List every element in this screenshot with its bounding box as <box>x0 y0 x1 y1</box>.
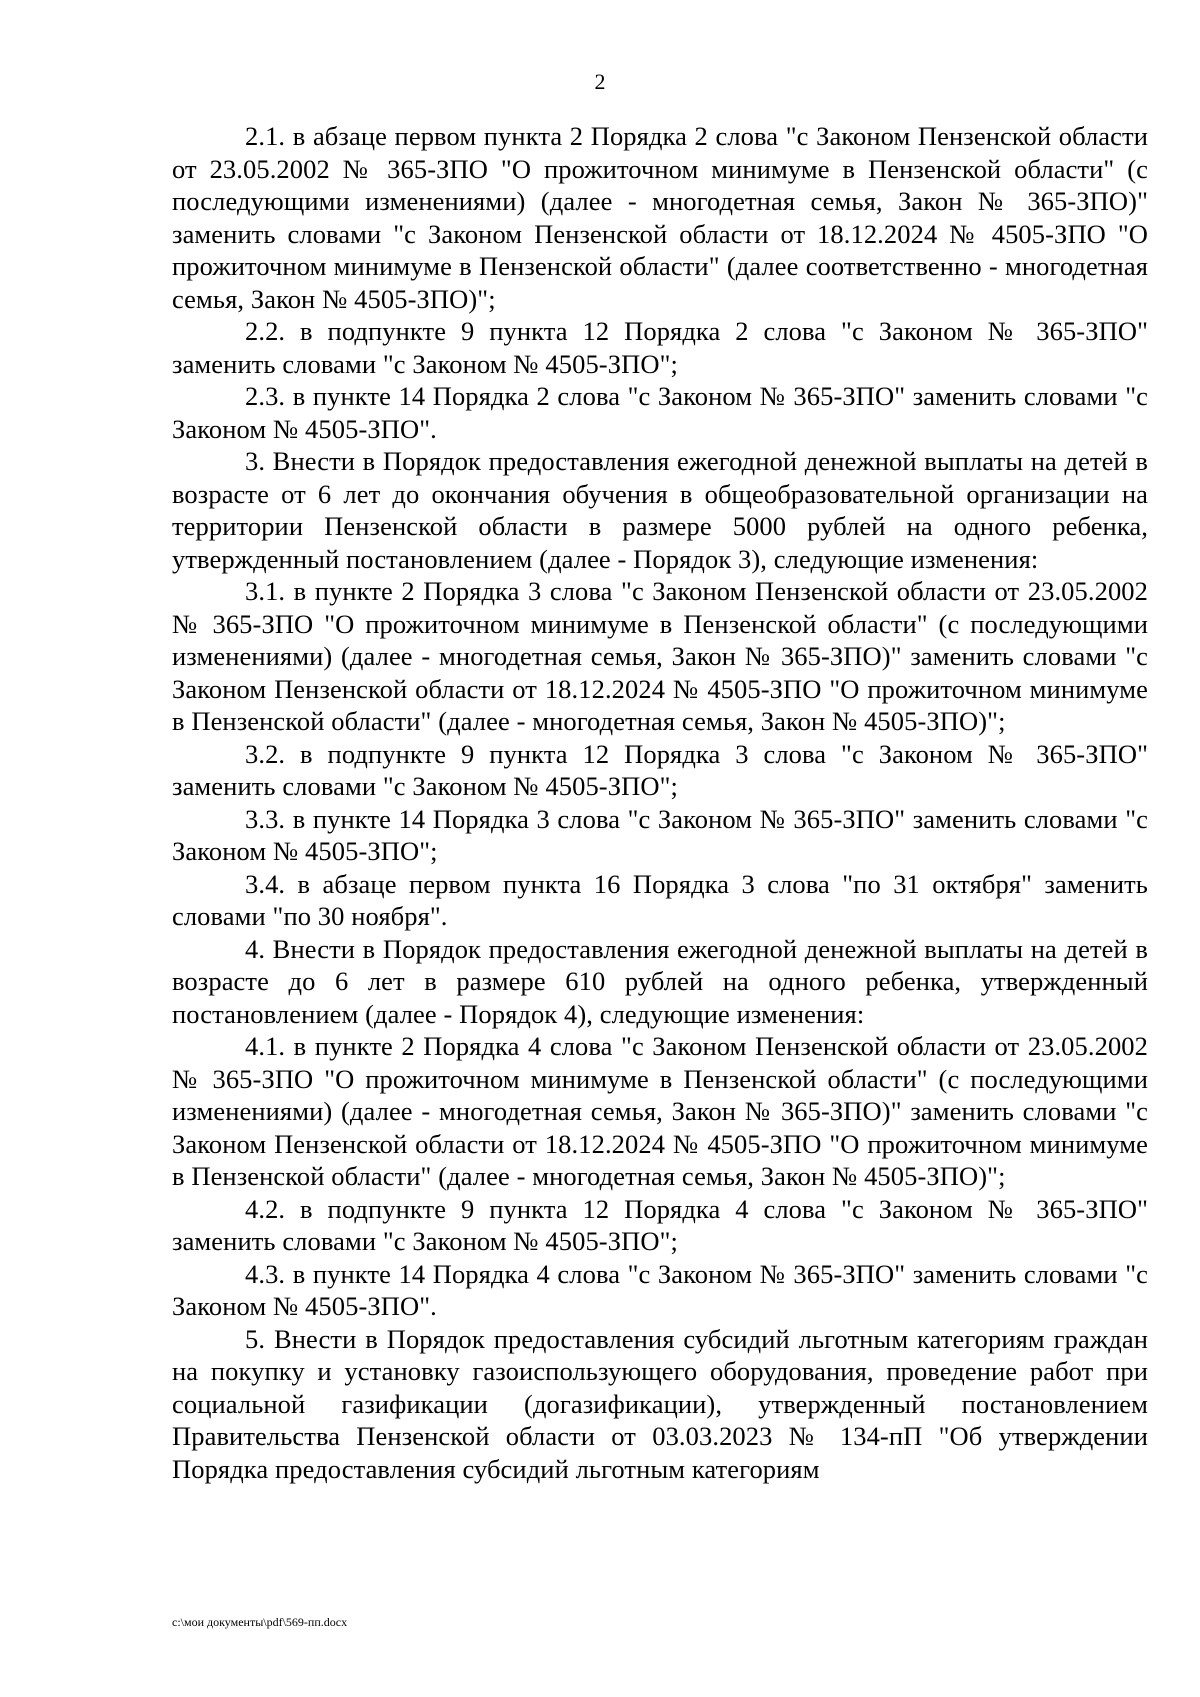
footer-file-path: c:\мои документы\pdf\569-пп.docx <box>172 1615 348 1629</box>
paragraph-5: 5. Внести в Порядок предоставления субсидий льготным категориям граждан на покупку и установку газоиспользующего оборудования, проведение работ при социальной газификации (догазификации), утвержденный постановлением Правительства Пензенской области от 03.03.2023 № 134-пП "Об утверждении Порядка предоставления субсидий льготным категориям <box>172 1323 1148 1484</box>
paragraph-4: 4. Внести в Порядок предоставления ежегодной денежной выплаты на детей в возрасте до 6 лет в размере 610 рублей на одного ребенка, утвержденный постановлением (далее - Порядок 4), следующие изменения: <box>172 933 1148 1029</box>
paragraph-3-3: 3.3. в пункте 14 Порядка 3 слова "с Законом № 365-ЗПО" заменить словами "с Законом № 4505-ЗПО"; <box>172 803 1148 866</box>
paragraph-4-2: 4.2. в подпункте 9 пункта 12 Порядка 4 слова "с Законом № 365-ЗПО" заменить словами "с Законом № 4505-ЗПО"; <box>172 1193 1148 1256</box>
paragraph-4-3: 4.3. в пункте 14 Порядка 4 слова "с Законом № 365-ЗПО" заменить словами "с Законом № 4505-ЗПО". <box>172 1258 1148 1321</box>
page-number: 2 <box>594 69 606 94</box>
document-body <box>172 120 1148 1485</box>
paragraph-3-2: 3.2. в подпункте 9 пункта 12 Порядка 3 слова "с Законом № 365-ЗПО" заменить словами "с Законом № 4505-ЗПО"; <box>172 738 1148 801</box>
paragraph-2-1: 2.1. в абзаце первом пункта 2 Порядка 2 слова "с Законом Пензенской области от 23.05.2002 № 365-ЗПО "О прожиточном минимуме в Пензенской области" (с последующими изменениями) (далее - многодетная семья, Закон № 365-ЗПО)" заменить словами "с Законом Пензенской области от 18.12.2024 № 4505-ЗПО "О прожиточном минимуме в Пензенской области" (далее соответственно - многодетная семья, Закон № 4505-ЗПО)"; <box>172 121 1148 314</box>
paragraph-4-1: 4.1. в пункте 2 Порядка 4 слова "с Законом Пензенской области от 23.05.2002 № 365-ЗПО "О прожиточном минимуме в Пензенской области" (с последующими изменениями) (далее - многодетная семья, Закон № 365-ЗПО)" заменить словами "с Законом Пензенской области от 18.12.2024 № 4505-ЗПО "О прожиточном минимуме в Пензенской области" (далее - многодетная семья, Закон № 4505-ЗПО)"; <box>172 1031 1148 1191</box>
paragraph-2-3: 2.3. в пункте 14 Порядка 2 слова "с Законом № 365-ЗПО" заменить словами "с Законом № 4505-ЗПО". <box>172 381 1148 444</box>
paragraph-3-4: 3.4. в абзаце первом пункта 16 Порядка 3 слова "по 31 октября" заменить словами "по 30 ноября". <box>172 868 1148 931</box>
paragraph-2-2: 2.2. в подпункте 9 пункта 12 Порядка 2 слова "с Законом № 365-ЗПО" заменить словами "с Законом № 4505-ЗПО"; <box>172 316 1148 379</box>
paragraph-3: 3. Внести в Порядок предоставления ежегодной денежной выплаты на детей в возрасте от 6 лет до окончания обучения в общеобразовательной организации на территории Пензенской области в размере 5000 рублей на одного ребенка, утвержденный постановлением (далее - Порядок 3), следующие изменения: <box>172 446 1148 574</box>
paragraph-3-1: 3.1. в пункте 2 Порядка 3 слова "с Законом Пензенской области от 23.05.2002 № 365-ЗПО "О прожиточном минимуме в Пензенской области" (с последующими изменениями) (далее - многодетная семья, Закон № 365-ЗПО)" заменить словами "с Законом Пензенской области от 18.12.2024 № 4505-ЗПО "О прожиточном минимуме в Пензенской области" (далее - многодетная семья, Закон № 4505-ЗПО)"; <box>172 576 1148 736</box>
